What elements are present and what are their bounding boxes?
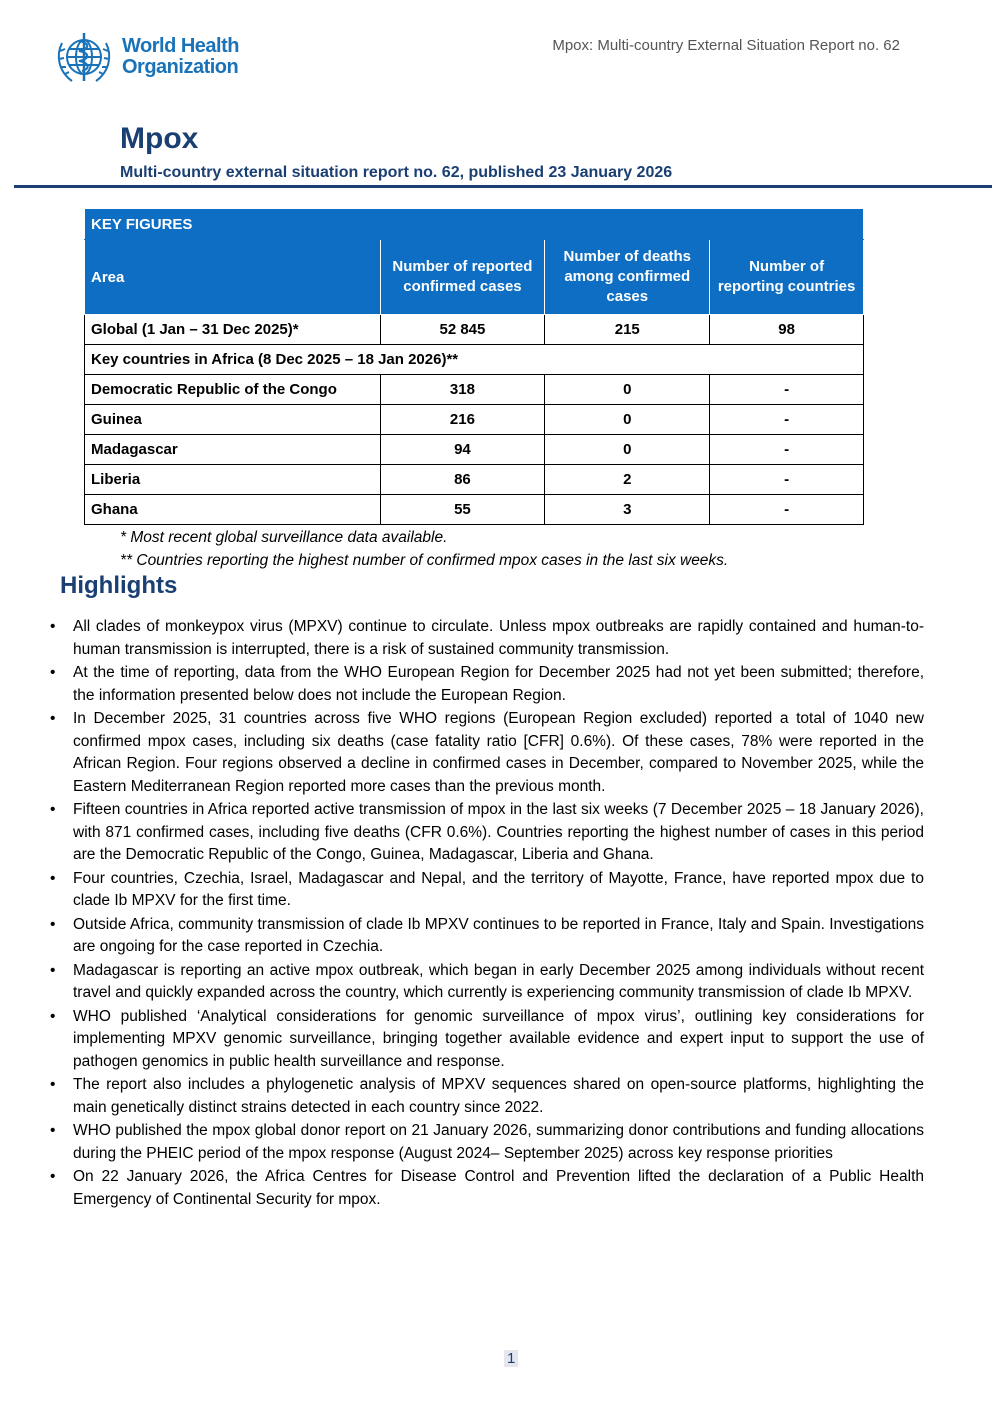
bullet-icon: • (50, 961, 56, 979)
list-item-text: Fifteen countries in Africa reported active transmission of mpox in the last six weeks (7 December 2025 – 18 January 2026), with 871 confirmed cases, including five deaths (CFR 0.6%). Countries reporting the highest number of cases in this period are the Democratic Republic of the Congo, Guinea, Madagascar, Liberia and Ghana. (73, 801, 924, 863)
cell-deaths: 0 (545, 435, 710, 465)
list-item-text: WHO published ‘Analytical considerations for genomic surveillance of mpox virus’, outlining key considerations for implementing MPXV genomic surveillance, bringing together available evidence and expert input to support the use of pathogen genomics in public health surveillance and response. (73, 1007, 924, 1070)
list-item (50, 1074, 924, 1119)
cell-cases: 55 (380, 495, 545, 525)
column-header-area: Area (85, 240, 381, 315)
cell-area: Guinea (85, 405, 381, 435)
logo-line-1: World Health (122, 35, 239, 57)
cell-cases: 216 (380, 405, 545, 435)
key-figures-table (84, 208, 864, 525)
who-logo (52, 27, 252, 87)
cell-deaths: 0 (545, 405, 710, 435)
list-item (50, 662, 924, 707)
column-header-deaths: Number of deaths among confirmed cases (545, 240, 710, 315)
key-figures-heading: KEY FIGURES (85, 209, 864, 240)
cell-area: Global (1 Jan – 31 Dec 2025)* (85, 315, 381, 345)
list-item (50, 1120, 924, 1165)
cell-cases: 86 (380, 465, 545, 495)
list-item (50, 868, 924, 913)
highlights-heading: Highlights (60, 572, 178, 599)
list-item-text: Four countries, Czechia, Israel, Madagascar and Nepal, and the territory of Mayotte, France, have reported mpox due to clade Ib MPXV for the first time. (73, 869, 924, 909)
cell-area: Ghana (85, 495, 381, 525)
footnote: * Most recent global surveillance data available. (120, 529, 448, 546)
list-item-text: The report also includes a phylogenetic analysis of MPXV sequences shared on open-source platforms, highlighting the main genetically distinct strains detected in each country since 2022. (73, 1076, 924, 1116)
cell-deaths: 2 (545, 465, 710, 495)
cell-cases: 94 (380, 435, 545, 465)
bullet-icon: • (50, 618, 56, 635)
list-item-text: In December 2025, 31 countries across five WHO regions (European Region excluded) reported a total of 1040 new confirmed mpox cases, including six deaths (case fatality ratio [CFR] 0.6%). Of these cases, 78% were reported in the African Region. Four regions observed a decline in confirmed cases in December, compared to November 2025, while the Eastern Mediterranean Region reported more cases than the previous month. (73, 710, 924, 795)
cell-deaths: 0 (545, 375, 710, 405)
table-row-africa-heading (85, 345, 864, 375)
cell-cases: 318 (380, 375, 545, 405)
cell-countries: - (710, 375, 864, 405)
bullet-icon: • (50, 915, 56, 933)
table-row (85, 375, 864, 405)
cell-area: Democratic Republic of the Congo (85, 375, 381, 405)
bullet-icon: • (50, 801, 56, 818)
who-wordmark (122, 36, 239, 78)
cell-countries: - (710, 435, 864, 465)
list-item-text: Outside Africa, community transmission of clade Ib MPXV continues to be reported in France, Italy and Spain. Investigations are ongoing for the case reported in Czechia. (73, 915, 924, 955)
list-item-text: WHO published the mpox global donor report on 21 January 2026, summarizing donor contributions and funding allocations during the PHEIC period of the mpox response (August 2024– September 2025) across key response priorities (73, 1122, 924, 1162)
column-header-countries: Number of reporting countries (710, 240, 864, 315)
table-footnotes (120, 526, 728, 572)
table-row-global (85, 315, 864, 345)
bullet-icon: • (50, 1122, 56, 1139)
page-number: 1 (504, 1350, 518, 1367)
list-item (50, 1006, 924, 1074)
cell-countries: 98 (710, 315, 864, 345)
cell-area: Madagascar (85, 435, 381, 465)
cell-cases: 52 845 (380, 315, 545, 345)
list-item (50, 708, 924, 798)
list-item-text: On 22 January 2026, the Africa Centres for Disease Control and Prevention lifted the declaration of a Public Health Emergency of Continental Security for mpox. (73, 1168, 924, 1208)
bullet-icon: • (50, 710, 56, 727)
title-rule (14, 185, 992, 188)
running-head: Mpox: Multi-country External Situation Report no. 62 (552, 37, 900, 54)
bullet-icon: • (50, 1076, 56, 1093)
cell-countries: - (710, 465, 864, 495)
list-item (50, 1166, 924, 1211)
list-item (50, 914, 924, 959)
cell-area: Liberia (85, 465, 381, 495)
footnote: ** Countries reporting the highest number of confirmed mpox cases in the last six weeks. (120, 552, 729, 569)
list-item (50, 616, 924, 661)
table-row (85, 495, 864, 525)
logo-line-2: Organization (122, 56, 239, 78)
bullet-icon: • (50, 869, 56, 887)
page-subtitle: Multi-country external situation report no. 62, published 23 January 2026 (120, 164, 673, 181)
list-item-text: At the time of reporting, data from the WHO European Region for December 2025 had not yet been submitted; therefore, the information presented below does not include the European Region. (73, 664, 924, 704)
list-item-text: Madagascar is reporting an active mpox outbreak, which began in early December 2025 among individuals without recent travel and quickly expanded across the country, which currently is experiencing community transmission of clade Ib MPXV. (73, 961, 924, 1001)
table-row (85, 465, 864, 495)
bullet-icon: • (50, 1168, 56, 1185)
highlights-list (50, 616, 924, 1212)
list-item-text: All clades of monkeypox virus (MPXV) continue to circulate. Unless mpox outbreaks are rapidly contained and human-to-human transmission is interrupted, there is a risk of sustained community transmission. (73, 618, 924, 658)
africa-section-heading: Key countries in Africa (8 Dec 2025 – 18 Jan 2026)** (85, 345, 864, 375)
cell-countries: - (710, 495, 864, 525)
who-emblem-icon (52, 27, 116, 87)
cell-deaths: 215 (545, 315, 710, 345)
cell-countries: - (710, 405, 864, 435)
cell-deaths: 3 (545, 495, 710, 525)
column-header-cases: Number of reported confirmed cases (380, 240, 545, 315)
list-item (50, 799, 924, 867)
list-item (50, 960, 924, 1005)
table-row (85, 405, 864, 435)
table-row (85, 435, 864, 465)
page-title: Mpox (120, 122, 199, 155)
bullet-icon: • (50, 664, 56, 681)
bullet-icon: • (50, 1007, 56, 1025)
